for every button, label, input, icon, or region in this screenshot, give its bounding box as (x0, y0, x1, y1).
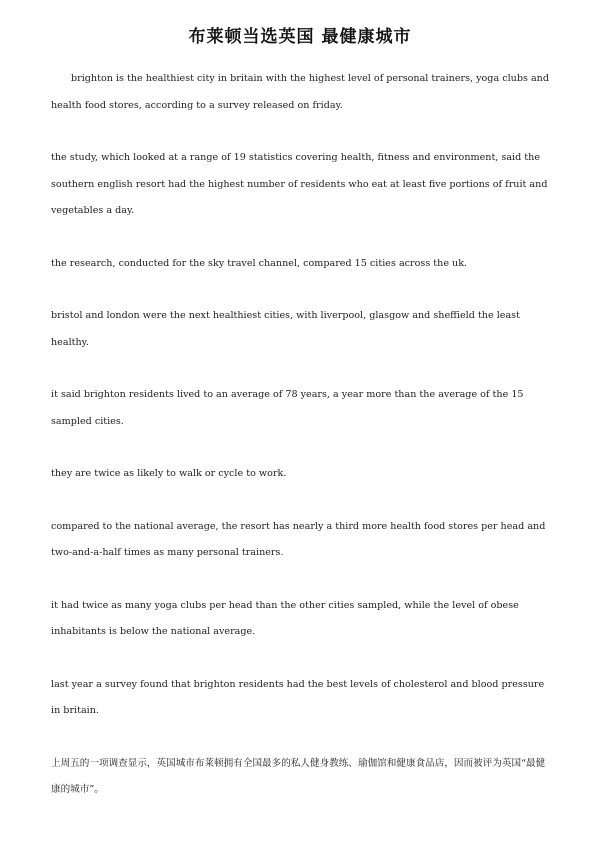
paragraph-8: it had twice as many yoga clubs per head than the other cities sampled, while the level of obese inhabitants is below the national average. (51, 599, 519, 637)
paragraph-1: brighton is the healthiest city in britain with the highest level of personal trainers, yoga clubs and health food stores, according to a survey released on friday. (51, 73, 549, 111)
paragraph-3: the research, conducted for the sky travel channel, compared 15 cities across the uk. (51, 257, 468, 269)
document-title: 布莱顿当选英国 最健康城市 (188, 27, 412, 47)
paragraph-chinese-summary: 上周五的一项调查显示，英国城市布莱顿拥有全国最多的私人健身教练、瑜伽馆和健康食品店，因而被评为英国“最健康的城市”。 (51, 757, 546, 795)
paragraph-7: compared to the national average, the resort has nearly a third more health food stores per head and two-and-a-half times as many personal trainers. (51, 520, 546, 558)
paragraph-6: they are twice as likely to walk or cycle to work. (51, 468, 287, 479)
paragraph-2: the study, which looked at a range of 19 statistics covering health, fitness and environment, said the southern english resort had the highest number of residents who eat at least five portions of fruit and vegetables a day. (51, 152, 548, 216)
paragraph-5: it said brighton residents lived to an average of 78 years, a year more than the average of the 15 sampled cities. (51, 389, 524, 427)
paragraph-9: last year a survey found that brighton residents had the best levels of cholesterol and blood pressure in britain. (51, 678, 545, 716)
article-body (51, 66, 551, 804)
paragraph-4: bristol and london were the next healthiest cities, with liverpool, glasgow and sheffield the least healthy. (51, 310, 520, 348)
